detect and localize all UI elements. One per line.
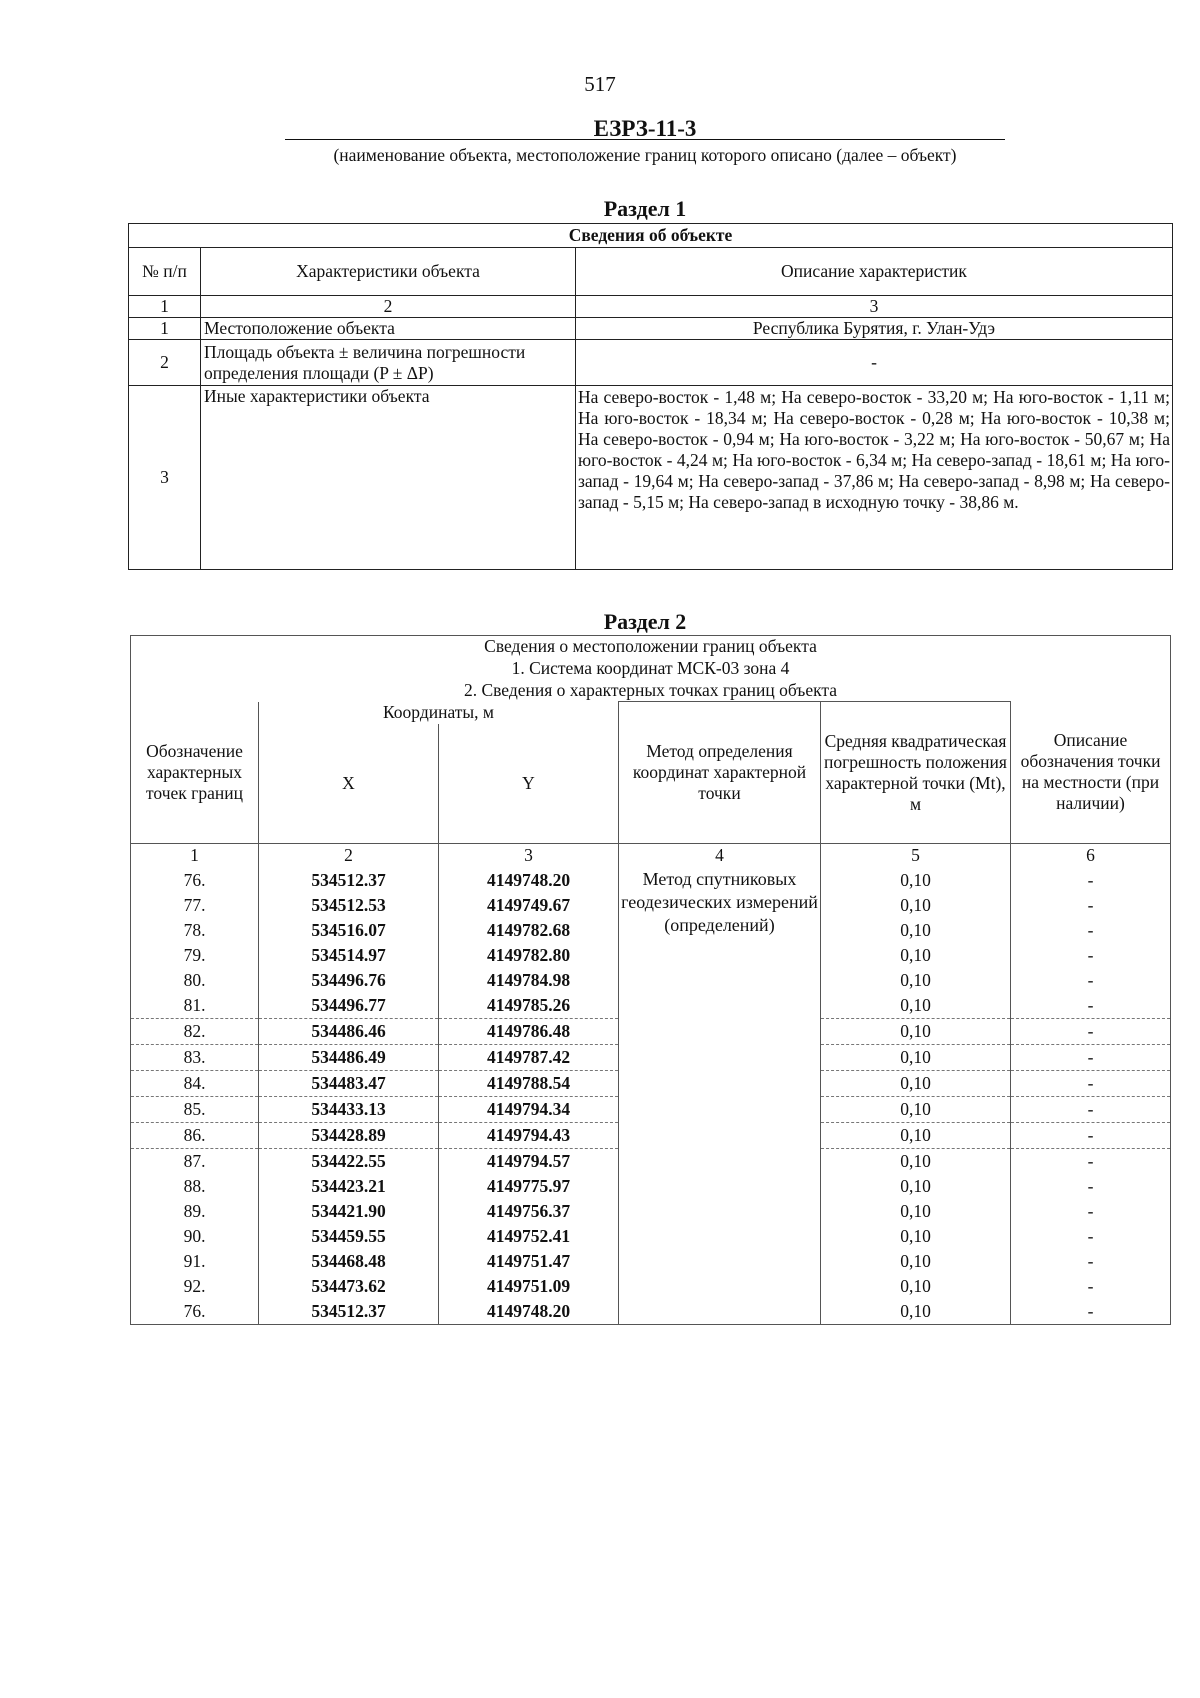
header-index: 1	[129, 296, 201, 318]
object-info-table-title: Сведения об объекте	[129, 224, 1173, 248]
coord-y: 4149788.54	[439, 1070, 619, 1096]
point-label: 91.	[131, 1249, 259, 1274]
point-description: -	[1011, 1044, 1171, 1070]
point-label: 79.	[131, 943, 259, 968]
table-row	[129, 340, 1173, 386]
error-value: 0,10	[821, 993, 1011, 1019]
error-value: 0,10	[821, 968, 1011, 993]
point-label: 77.	[131, 893, 259, 918]
point-label: 80.	[131, 968, 259, 993]
point-label: 87.	[131, 1148, 259, 1174]
error-value: 0,10	[821, 1096, 1011, 1122]
coord-x: 534422.55	[259, 1148, 439, 1174]
coord-x: 534514.97	[259, 943, 439, 968]
header-index: 3	[576, 296, 1173, 318]
point-label: 90.	[131, 1224, 259, 1249]
object-name-underline	[285, 139, 1005, 140]
point-description: -	[1011, 1274, 1171, 1299]
boundary-points-table	[130, 635, 1171, 1325]
point-description: -	[1011, 1018, 1171, 1044]
row-number: 2	[129, 340, 201, 386]
point-description: -	[1011, 1070, 1171, 1096]
section2-title: Раздел 2	[603, 609, 687, 634]
coord-x: 534512.53	[259, 893, 439, 918]
point-label: 88.	[131, 1174, 259, 1199]
table-row	[131, 868, 1171, 893]
row-value: Республика Бурятия, г. Улан-Удэ	[576, 318, 1173, 340]
coord-y: 4149751.47	[439, 1249, 619, 1274]
coord-y: 4149751.09	[439, 1274, 619, 1299]
object-name: ЕЗРЗ-11-3	[593, 116, 697, 141]
point-label: 81.	[131, 993, 259, 1019]
point-label: 92.	[131, 1274, 259, 1299]
error-value: 0,10	[821, 1274, 1011, 1299]
row-value: На северо-восток - 1,48 м; На северо-восток - 33,20 м; На юго-восток - 1,11 м; На юго-восток - 18,34 м; На северо-восток - 0,28 м; На юго-восток - 10,38 м; На северо-восток - 0,94 м; На юго-восток - 3,22 м; На юго-восток - 50,67 м; На юго-восток - 4,24 м; На юго-восток - 6,34 м; На северо-запад - 18,61 м; На юго-запад - 19,64 м; На северо-запад - 37,86 м; На северо-запад - 8,98 м; На северо-запад - 5,15 м; На северо-запад в исходную точку - 38,86 м.	[576, 386, 1173, 570]
coord-x: 534512.37	[259, 1299, 439, 1325]
header-index: 2	[201, 296, 576, 318]
coord-y: 4149786.48	[439, 1018, 619, 1044]
coord-y: 4149782.80	[439, 943, 619, 968]
coord-y: 4149787.42	[439, 1044, 619, 1070]
coord-x: 534423.21	[259, 1174, 439, 1199]
header-index: 2	[259, 844, 439, 868]
section2-caption: 1. Система координат МСК-03 зона 4	[131, 658, 1171, 680]
point-description: -	[1011, 943, 1171, 968]
table-row	[129, 386, 1173, 570]
point-description: -	[1011, 1199, 1171, 1224]
coord-y: 4149794.43	[439, 1122, 619, 1148]
error-value: 0,10	[821, 943, 1011, 968]
coord-x: 534459.55	[259, 1224, 439, 1249]
error-value: 0,10	[821, 1044, 1011, 1070]
error-value: 0,10	[821, 893, 1011, 918]
object-name-caption: (наименование объекта, местоположение границ которого описано (далее – объект)	[333, 145, 957, 165]
section2-caption: 2. Сведения о характерных точках границ объекта	[131, 680, 1171, 702]
coord-y: 4149752.41	[439, 1224, 619, 1249]
coord-y: 4149782.68	[439, 918, 619, 943]
coord-x: 534473.62	[259, 1274, 439, 1299]
point-description: -	[1011, 1249, 1171, 1274]
row-characteristic: Местоположение объекта	[201, 318, 576, 340]
point-label: 76.	[131, 868, 259, 893]
page-number: 517	[584, 72, 616, 96]
error-value: 0,10	[821, 1174, 1011, 1199]
object-info-table	[128, 223, 1173, 570]
coord-y: 4149748.20	[439, 1299, 619, 1325]
point-description: -	[1011, 1224, 1171, 1249]
error-value: 0,10	[821, 1148, 1011, 1174]
header-point: Обозначение характерных точек границ	[131, 702, 259, 844]
header-index: 1	[131, 844, 259, 868]
header-index: 3	[439, 844, 619, 868]
row-number: 1	[129, 318, 201, 340]
coord-x: 534468.48	[259, 1249, 439, 1274]
point-label: 76.	[131, 1299, 259, 1325]
point-label: 84.	[131, 1070, 259, 1096]
header-description: Описание характеристик	[576, 248, 1173, 296]
section2-caption: Сведения о местоположении границ объекта	[131, 636, 1171, 658]
error-value: 0,10	[821, 1224, 1011, 1249]
coord-x: 534428.89	[259, 1122, 439, 1148]
coord-y: 4149794.34	[439, 1096, 619, 1122]
error-value: 0,10	[821, 1199, 1011, 1224]
header-method: Метод определения координат характерной точки	[619, 702, 821, 844]
header-coordinates: Координаты, м	[259, 702, 619, 724]
point-description: -	[1011, 968, 1171, 993]
header-x: X	[259, 724, 439, 844]
error-value: 0,10	[821, 868, 1011, 893]
point-label: 85.	[131, 1096, 259, 1122]
method-text: Метод спутниковых геодезических измерений (определений)	[619, 868, 821, 1325]
coord-y: 4149785.26	[439, 993, 619, 1019]
header-number: № п/п	[129, 248, 201, 296]
point-label: 78.	[131, 918, 259, 943]
point-description: -	[1011, 1122, 1171, 1148]
coord-y: 4149784.98	[439, 968, 619, 993]
coord-y: 4149748.20	[439, 868, 619, 893]
point-description: -	[1011, 1096, 1171, 1122]
header-error: Средняя квадратическая погрешность положения характерной точки (Mt), м	[821, 702, 1011, 844]
coord-y: 4149775.97	[439, 1174, 619, 1199]
header-index: 5	[821, 844, 1011, 868]
header-index: 4	[619, 844, 821, 868]
point-label: 83.	[131, 1044, 259, 1070]
section1-title: Раздел 1	[603, 196, 687, 221]
point-label: 89.	[131, 1199, 259, 1224]
coord-x: 534433.13	[259, 1096, 439, 1122]
error-value: 0,10	[821, 1249, 1011, 1274]
point-label: 82.	[131, 1018, 259, 1044]
coord-x: 534486.49	[259, 1044, 439, 1070]
row-number: 3	[129, 386, 201, 570]
header-index: 6	[1011, 844, 1171, 868]
row-value: -	[576, 340, 1173, 386]
coord-x: 534421.90	[259, 1199, 439, 1224]
coord-y: 4149749.67	[439, 893, 619, 918]
coord-x: 534496.77	[259, 993, 439, 1019]
point-description: -	[1011, 868, 1171, 893]
header-y: Y	[439, 724, 619, 844]
point-description: -	[1011, 1148, 1171, 1174]
error-value: 0,10	[821, 1299, 1011, 1325]
point-description: -	[1011, 1174, 1171, 1199]
coord-x: 534483.47	[259, 1070, 439, 1096]
coord-y: 4149756.37	[439, 1199, 619, 1224]
coord-x: 534496.76	[259, 968, 439, 993]
point-description: -	[1011, 1299, 1171, 1325]
error-value: 0,10	[821, 1018, 1011, 1044]
row-characteristic: Иные характеристики объекта	[201, 386, 576, 570]
error-value: 0,10	[821, 1122, 1011, 1148]
point-description: -	[1011, 918, 1171, 943]
table-row	[129, 318, 1173, 340]
point-description: -	[1011, 893, 1171, 918]
header-characteristics: Характеристики объекта	[201, 248, 576, 296]
coord-x: 534512.37	[259, 868, 439, 893]
point-description: -	[1011, 993, 1171, 1019]
error-value: 0,10	[821, 918, 1011, 943]
row-characteristic: Площадь объекта ± величина погрешности определения площади (P ± ΔP)	[201, 340, 576, 386]
coord-x: 534486.46	[259, 1018, 439, 1044]
point-label: 86.	[131, 1122, 259, 1148]
coord-y: 4149794.57	[439, 1148, 619, 1174]
header-description: Описание обозначения точки на местности (при наличии)	[1011, 702, 1171, 844]
coord-x: 534516.07	[259, 918, 439, 943]
error-value: 0,10	[821, 1070, 1011, 1096]
